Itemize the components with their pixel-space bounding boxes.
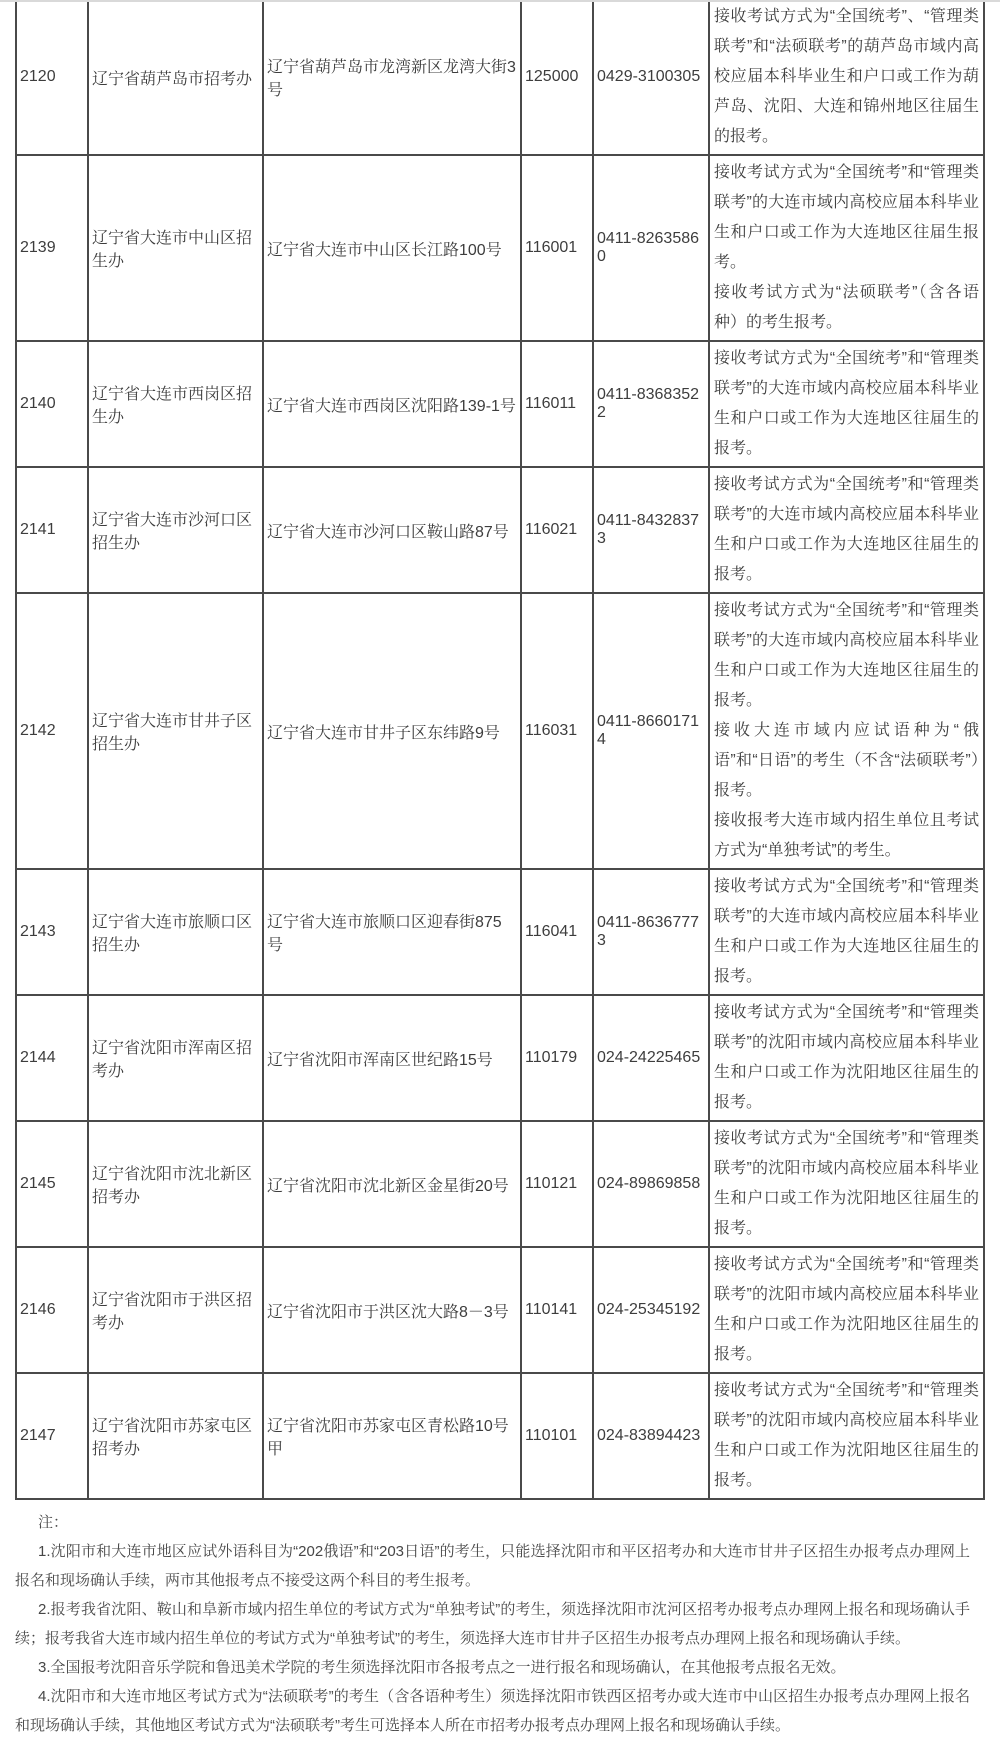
notes-label: 注： <box>38 1514 69 1531</box>
cell-name: 辽宁省沈阳市沈北新区招考办 <box>88 1121 263 1247</box>
cell-name: 辽宁省大连市甘井子区招生办 <box>88 593 263 869</box>
note-item-1: 1.沈阳市和大连市地区应试外语科目为“202俄语”和“203日语”的考生，只能选择沈阳市和平区招考办和大连市甘井子区招生办报考点办理网上报名和现场确认手续，两市其他报考点不接受这两个科目的考生报考。 <box>15 1543 970 1589</box>
cell-name: 辽宁省沈阳市浑南区招考办 <box>88 995 263 1121</box>
remark-paragraph: 接收考试方式为“全国统考”和“管理类联考”的大连市域内高校应届本科毕业生和户口或工作为大连地区往届生的报考。 <box>714 350 979 457</box>
remark-paragraph: 接收考试方式为“全国统考”和“管理类联考”的沈阳市域内高校应届本科毕业生和户口或工作为沈阳地区往届生的报考。 <box>714 1130 979 1237</box>
cell-remarks <box>709 467 984 593</box>
cell-code: 2120 <box>16 0 88 155</box>
registration-points-table <box>15 0 985 1500</box>
remark-paragraph: 接收考试方式为“全国统考”和“管理类联考”的大连市域内高校应届本科毕业生和户口或工作为大连地区往届生报考。 <box>714 164 979 271</box>
remark-paragraph: 接收考试方式为“全国统考”和“管理类联考”的沈阳市域内高校应届本科毕业生和户口或工作为沈阳地区往届生的报考。 <box>714 1004 979 1111</box>
cell-name: 辽宁省沈阳市于洪区招考办 <box>88 1247 263 1373</box>
note-item-2: 2.报考我省沈阳、鞍山和阜新市域内招生单位的考试方式为“单独考试”的考生，须选择沈阳市沈河区招考办报考点办理网上报名和现场确认手续；报考我省大连市域内招生单位的考试方式为“单独考试”的考生，须选择大连市甘井子区招生办报考点办理网上报名和现场确认手续。 <box>15 1601 970 1647</box>
cell-name: 辽宁省葫芦岛市招考办 <box>88 0 263 155</box>
cell-address: 辽宁省大连市甘井子区东纬路9号 <box>263 593 521 869</box>
remark-paragraph: 接收报考大连市域内招生单位且考试方式为“单独考试”的考生。 <box>714 812 979 859</box>
cell-postal-code: 110121 <box>521 1121 593 1247</box>
table-row <box>16 155 984 341</box>
table-row <box>16 1373 984 1499</box>
remark-paragraph: 接收考试方式为“全国统考”和“管理类联考”的沈阳市域内高校应届本科毕业生和户口或工作为沈阳地区往届生的报考。 <box>714 1382 979 1489</box>
top-crop-line <box>0 0 1000 2</box>
cell-remarks <box>709 341 984 467</box>
cell-remarks <box>709 995 984 1121</box>
cell-postal-code: 110101 <box>521 1373 593 1499</box>
cell-address: 辽宁省大连市沙河口区鞍山路87号 <box>263 467 521 593</box>
remark-paragraph: 接收考试方式为“全国统考”和“管理类联考”的大连市域内高校应届本科毕业生和户口或工作为大连地区往届生的报考。 <box>714 476 979 583</box>
cell-remarks <box>709 593 984 869</box>
cell-postal-code: 116021 <box>521 467 593 593</box>
cell-code: 2146 <box>16 1247 88 1373</box>
table-row <box>16 467 984 593</box>
cell-code: 2147 <box>16 1373 88 1499</box>
cell-postal-code: 125000 <box>521 0 593 155</box>
cell-code: 2140 <box>16 341 88 467</box>
remark-paragraph: 接收大连市域内应试语种为“俄语”和“日语”的考生（不含“法硕联考”）报考。 <box>714 722 979 799</box>
cell-name: 辽宁省大连市沙河口区招生办 <box>88 467 263 593</box>
remark-paragraph: 接收考试方式为“全国统考”和“管理类联考”的沈阳市域内高校应届本科毕业生和户口或工作为沈阳地区往届生的报考。 <box>714 1256 979 1363</box>
cell-name: 辽宁省大连市西岗区招生办 <box>88 341 263 467</box>
cell-address: 辽宁省沈阳市苏家屯区青松路10号甲 <box>263 1373 521 1499</box>
cell-phone: 0411-86601714 <box>593 593 709 869</box>
note-item-3: 3.全国报考沈阳音乐学院和鲁迅美术学院的考生须选择沈阳市各报考点之一进行报名和现场确认，在其他报考点报名无效。 <box>38 1659 846 1676</box>
cell-code: 2145 <box>16 1121 88 1247</box>
cell-remarks <box>709 1247 984 1373</box>
cell-phone: 024-83894423 <box>593 1373 709 1499</box>
note-item-4: 4.沈阳市和大连市地区考试方式为“法硕联考”的考生（含各语种考生）须选择沈阳市铁西区招考办或大连市中山区招生办报考点办理网上报名和现场确认手续，其他地区考试方式为“法硕联考”考生可选择本人所在市招考办报考点办理网上报名和现场确认手续。 <box>15 1688 970 1734</box>
cell-address: 辽宁省沈阳市沈北新区金星街20号 <box>263 1121 521 1247</box>
cell-code: 2139 <box>16 155 88 341</box>
table-row <box>16 341 984 467</box>
cell-address: 辽宁省大连市中山区长江路100号 <box>263 155 521 341</box>
cell-remarks <box>709 0 984 155</box>
cell-postal-code: 110179 <box>521 995 593 1121</box>
cell-code: 2143 <box>16 869 88 995</box>
cell-remarks <box>709 1373 984 1499</box>
cell-postal-code: 116011 <box>521 341 593 467</box>
cell-postal-code: 116001 <box>521 155 593 341</box>
remark-paragraph: 接收考试方式为“法硕联考”（含各语种）的考生报考。 <box>714 284 979 331</box>
remark-paragraph: 接收考试方式为“全国统考”和“管理类联考”的大连市域内高校应届本科毕业生和户口或工作为大连地区往届生的报考。 <box>714 602 979 709</box>
table-row <box>16 995 984 1121</box>
cell-phone: 024-89869858 <box>593 1121 709 1247</box>
cell-phone: 024-25345192 <box>593 1247 709 1373</box>
cell-address: 辽宁省沈阳市于洪区沈大路8－3号 <box>263 1247 521 1373</box>
cell-remarks <box>709 155 984 341</box>
cell-phone: 0411-86367773 <box>593 869 709 995</box>
cell-remarks <box>709 869 984 995</box>
cell-postal-code: 110141 <box>521 1247 593 1373</box>
cell-phone: 0411-84328373 <box>593 467 709 593</box>
table-row <box>16 869 984 995</box>
cell-name: 辽宁省大连市旅顺口区招生办 <box>88 869 263 995</box>
cell-phone: 0411-82635860 <box>593 155 709 341</box>
cell-name: 辽宁省大连市中山区招生办 <box>88 155 263 341</box>
cell-name: 辽宁省沈阳市苏家屯区招考办 <box>88 1373 263 1499</box>
notes-section <box>15 1508 970 1740</box>
cell-code: 2142 <box>16 593 88 869</box>
cell-address: 辽宁省沈阳市浑南区世纪路15号 <box>263 995 521 1121</box>
cell-postal-code: 116041 <box>521 869 593 995</box>
cell-phone: 024-24225465 <box>593 995 709 1121</box>
table-row <box>16 1121 984 1247</box>
table-row <box>16 593 984 869</box>
cell-code: 2141 <box>16 467 88 593</box>
cell-address: 辽宁省葫芦岛市龙湾新区龙湾大街3号 <box>263 0 521 155</box>
cell-phone: 0411-83683522 <box>593 341 709 467</box>
table-row <box>16 0 984 155</box>
cell-remarks <box>709 1121 984 1247</box>
table-row <box>16 1247 984 1373</box>
cell-address: 辽宁省大连市旅顺口区迎春街875号 <box>263 869 521 995</box>
remark-paragraph: 接收考试方式为“全国统考”和“管理类联考”的大连市域内高校应届本科毕业生和户口或工作为大连地区往届生的报考。 <box>714 878 979 985</box>
cell-phone: 0429-3100305 <box>593 0 709 155</box>
cell-postal-code: 116031 <box>521 593 593 869</box>
cell-address: 辽宁省大连市西岗区沈阳路139-1号 <box>263 341 521 467</box>
remark-paragraph: 接收考试方式为“全国统考”、“管理类联考”和“法硕联考”的葫芦岛市域内高校应届本科毕业生和户口或工作为葫芦岛、沈阳、大连和锦州地区往届生的报考。 <box>714 8 979 145</box>
cell-code: 2144 <box>16 995 88 1121</box>
